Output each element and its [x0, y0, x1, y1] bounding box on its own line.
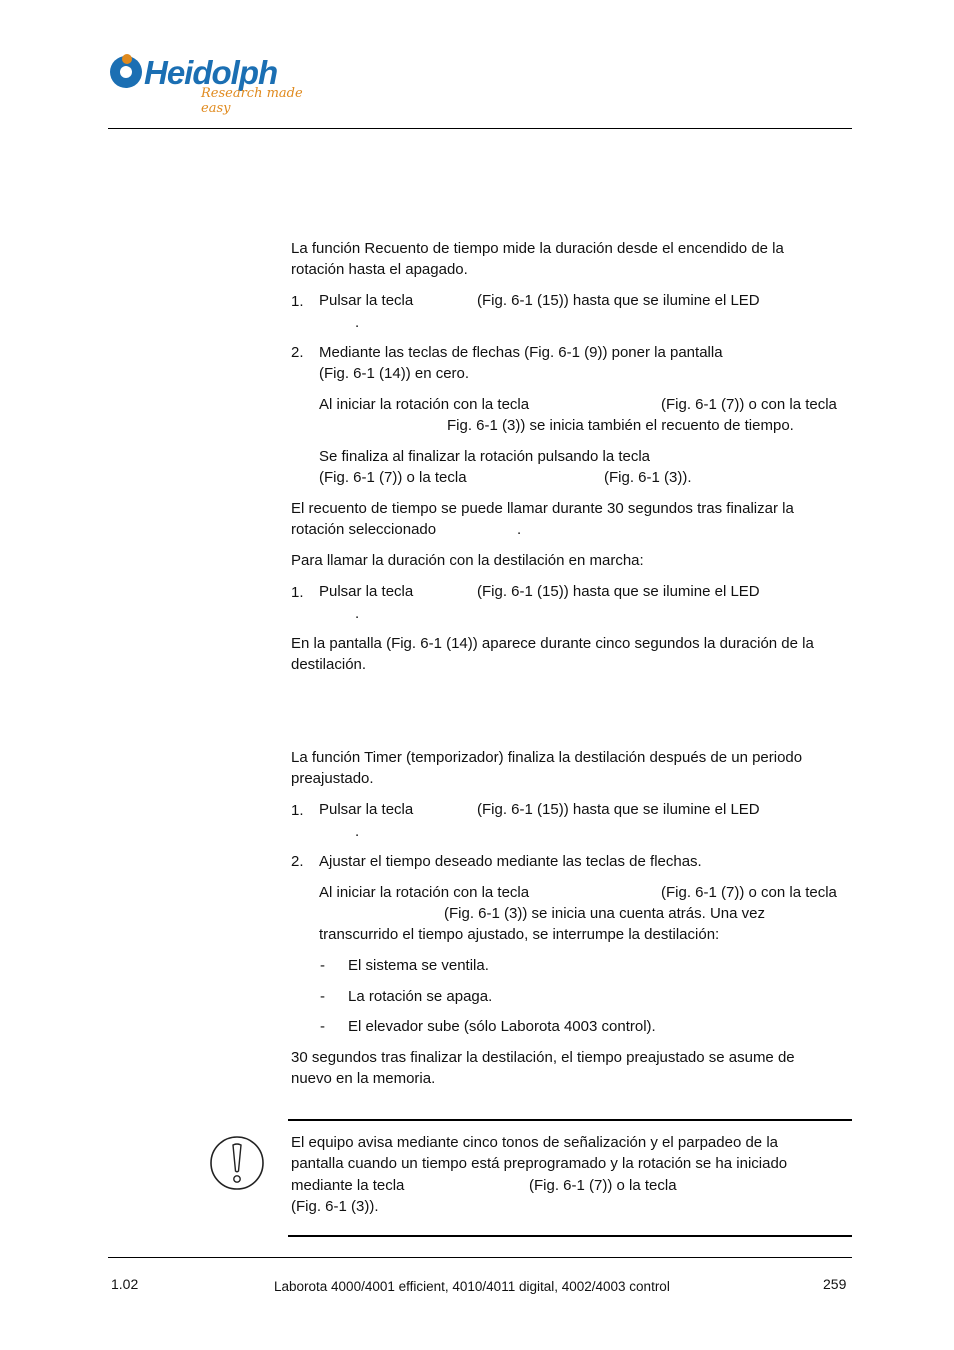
- s1-call-text-b: (Fig. 6-1 (15)) hasta que se ilumine el LED: [477, 583, 760, 600]
- s1-recall-line2-b: .: [517, 521, 522, 538]
- s1-end-text-b: (Fig. 6-1 (7)) o la tecla: [319, 469, 467, 486]
- s2-bullet-mark: -: [320, 988, 325, 1005]
- s1-start-text-c: Fig. 6-1 (3)) se inicia también el recuento de tiempo.: [447, 417, 794, 434]
- s1-call-number: 1.: [291, 584, 304, 601]
- s1-call-text-c: .: [355, 605, 360, 622]
- s1-end-text-a: Se finaliza al finalizar la rotación pulsando la tecla: [319, 448, 651, 465]
- s1-step2-text-a: Mediante las teclas de flechas (Fig. 6-1 (9)) poner la pantalla: [319, 344, 723, 361]
- s2-step1-text-a: Pulsar la tecla: [319, 801, 414, 818]
- s2-bullet-mark: -: [320, 957, 325, 974]
- s2-start-text-b: (Fig. 6-1 (7)) o con la tecla: [661, 884, 837, 901]
- s1-start-text-b: (Fig. 6-1 (7)) o con la tecla: [661, 396, 837, 413]
- logo-wordmark: Heidolph: [144, 54, 278, 91]
- s1-step1-text-a: Pulsar la tecla: [319, 292, 414, 309]
- note-top-rule: [288, 1119, 852, 1121]
- s2-bullet-item: La rotación se apaga.: [348, 988, 493, 1005]
- s1-display-line1: En la pantalla (Fig. 6-1 (14)) aparece durante cinco segundos la duración de la: [291, 635, 814, 652]
- header-rule: [108, 128, 852, 129]
- logo-tagline: Research made easy: [201, 86, 303, 116]
- s1-step1-number: 1.: [291, 293, 304, 310]
- s1-step2-text-b: (Fig. 6-1 (14)) en cero.: [319, 365, 470, 382]
- s2-bullet-item: El sistema se ventila.: [348, 957, 489, 974]
- note-line1: El equipo avisa mediante cinco tonos de señalización y el parpadeo de la: [291, 1134, 778, 1151]
- logo-dot: [122, 54, 132, 64]
- note-bottom-rule: [288, 1235, 852, 1237]
- footer-version: 1.02: [111, 1276, 139, 1292]
- s2-step1-number: 1.: [291, 802, 304, 819]
- s1-intro-line1: La función Recuento de tiempo mide la duración desde el encendido de la: [291, 240, 784, 257]
- s2-intro-line2: preajustado.: [291, 770, 374, 787]
- s1-call-text-a: Pulsar la tecla: [319, 583, 414, 600]
- s2-step2-text: Ajustar el tiempo deseado mediante las teclas de flechas.: [319, 853, 702, 870]
- s1-recall-line2-a: rotación seleccionado: [291, 521, 437, 538]
- s2-step1-text-c: .: [355, 823, 360, 840]
- s2-start-text-d: transcurrido el tiempo ajustado, se interrumpe la destilación:: [319, 926, 720, 943]
- s1-step1-text-b: (Fig. 6-1 (15)) hasta que se ilumine el LED: [477, 292, 760, 309]
- s1-step2-number: 2.: [291, 344, 304, 361]
- note-line3-a: mediante la tecla: [291, 1177, 405, 1194]
- exclamation-circle-icon: [209, 1135, 265, 1191]
- s1-recall-line1: El recuento de tiempo se puede llamar durante 30 segundos tras finalizar la: [291, 500, 794, 517]
- s1-display-line2: destilación.: [291, 656, 367, 673]
- s1-start-text-a: Al iniciar la rotación con la tecla: [319, 396, 530, 413]
- s1-step1-text-c: .: [355, 314, 360, 331]
- s1-intro-line2: rotación hasta el apagado.: [291, 261, 468, 278]
- s2-start-text-a: Al iniciar la rotación con la tecla: [319, 884, 530, 901]
- note-line3-b: (Fig. 6-1 (7)) o la tecla: [529, 1177, 677, 1194]
- s1-call-intro: Para llamar la duración con la destilación en marcha:: [291, 552, 644, 569]
- s1-end-text-c: (Fig. 6-1 (3)).: [604, 469, 692, 486]
- s2-bullet-item: El elevador sube (sólo Laborota 4003 control).: [348, 1018, 656, 1035]
- s2-start-text-c: (Fig. 6-1 (3)) se inicia una cuenta atrás. Una vez: [444, 905, 765, 922]
- note-line4: (Fig. 6-1 (3)).: [291, 1198, 379, 1215]
- heidolph-logo: [108, 50, 328, 116]
- s2-memory-line1: 30 segundos tras finalizar la destilación, el tiempo preajustado se asume de: [291, 1049, 795, 1066]
- s2-bullet-mark: -: [320, 1018, 325, 1035]
- s2-intro-line1: La función Timer (temporizador) finaliza la destilación después de un periodo: [291, 749, 803, 766]
- footer-product: Laborota 4000/4001 efficient, 4010/4011 digital, 4002/4003 control: [274, 1279, 670, 1294]
- s2-memory-line2: nuevo en la memoria.: [291, 1070, 436, 1087]
- note-line2: pantalla cuando un tiempo está preprogramado y la rotación se ha iniciado: [291, 1155, 788, 1172]
- footer-page-number: 259: [823, 1276, 847, 1292]
- s2-step1-text-b: (Fig. 6-1 (15)) hasta que se ilumine el LED: [477, 801, 760, 818]
- footer-rule: [108, 1257, 852, 1258]
- s2-step2-number: 2.: [291, 853, 304, 870]
